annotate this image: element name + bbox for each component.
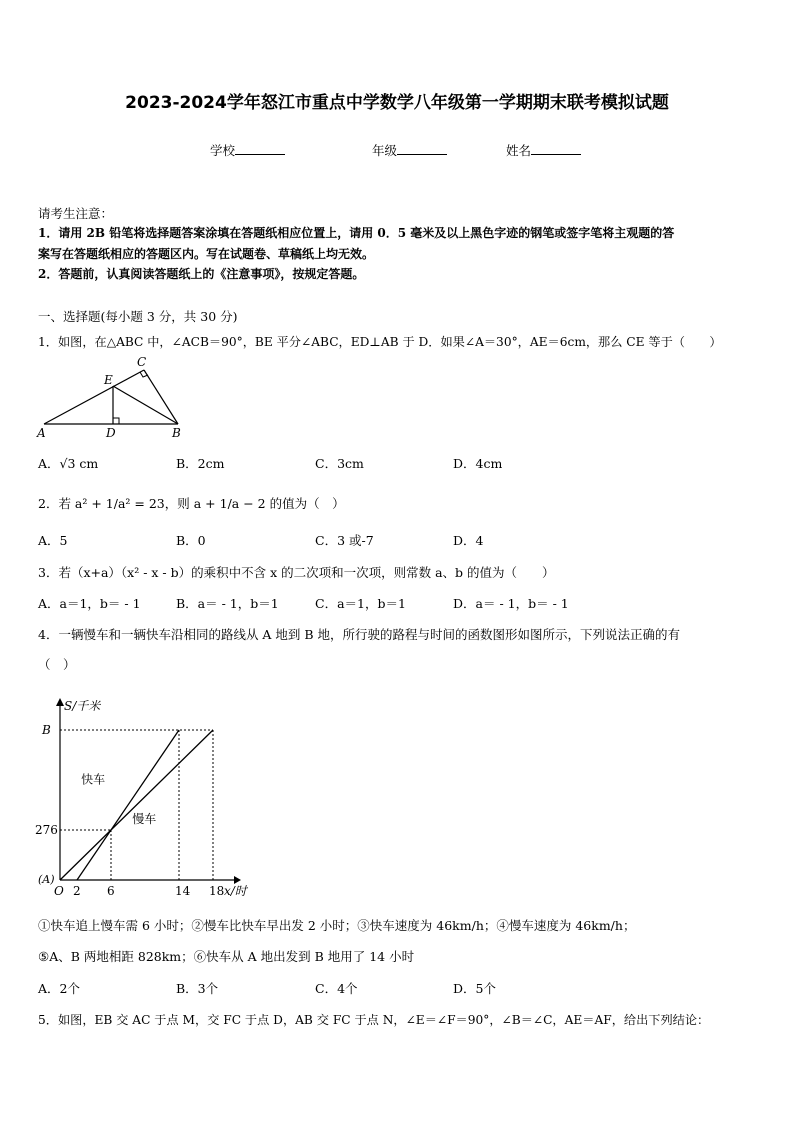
origin-label: O (54, 884, 64, 898)
y-tick-label-2: B (42, 723, 51, 737)
x-tick-label-2: 6 (107, 884, 115, 898)
section-heading: 一、选择题(每小题 3 分，共 30 分) (38, 309, 238, 324)
school-blank (235, 142, 285, 155)
grade-label: 年级 (372, 143, 398, 158)
name-field (506, 141, 581, 159)
name-label: 姓名 (506, 143, 532, 158)
q2-option-b[interactable]: B．0 (176, 533, 206, 548)
q1-option-c[interactable]: C．3cm (315, 456, 364, 471)
question-4-statements-1: ①快车追上慢车需 6 小时；②慢车比快车早出发 2 小时；③快车速度为 46km/h；④慢车速度为 46km/h； (38, 918, 636, 933)
q3-option-a[interactable]: A．a＝1，b＝ - 1 (38, 596, 141, 611)
x-axis-label: x/时 (224, 884, 247, 898)
y-axis-label: S/千米 (64, 699, 101, 713)
grade-blank (397, 142, 447, 155)
q1-option-a[interactable]: A．√3 cm (38, 456, 99, 471)
notice-line-1: 1．请用 2B 铅笔将选择题答案涂填在答题纸相应位置上，请用 0．5 毫米及以上黑色字迹的钢笔或签字笔将主观题的答 (38, 226, 675, 240)
series-label-2: 慢车 (132, 812, 157, 826)
x-tick-label-4: 18 (209, 884, 225, 898)
q3-option-c[interactable]: C．a＝1，b＝1 (315, 596, 406, 611)
question-4-stem: 4．一辆慢车和一辆快车沿相同的路线从 A 地到 B 地，所行驶的路程与时间的函数图形如图所示，下列说法正确的有 (38, 627, 681, 642)
fig-label-a: A (37, 426, 46, 440)
q1-option-b[interactable]: B．2cm (176, 456, 225, 471)
notice-line-3: 2．答题前，认真阅读答题纸上的《注意事项》，按规定答题。 (38, 267, 365, 281)
triangle-figure (34, 352, 194, 440)
q2-option-d[interactable]: D．4 (453, 533, 484, 548)
q3-option-b[interactable]: B．a＝ - 1，b＝1 (176, 596, 279, 611)
q4-option-a[interactable]: A．2个 (38, 981, 80, 996)
fig-label-c: C (137, 355, 147, 369)
question-5-stem: 5．如图，EB 交 AC 于点 M，交 FC 于点 D，AB 交 FC 于点 N，∠E＝∠F＝90°，∠B＝∠C，AE＝AF，给出下列结论： (38, 1013, 710, 1027)
q2-option-c[interactable]: C．3 或-7 (315, 533, 374, 548)
q4-option-b[interactable]: B．3个 (176, 981, 219, 996)
series-line-2 (60, 730, 213, 880)
y-axis-arrow (56, 698, 64, 706)
notice-line-2: 案写在答题纸相应的答题区内。写在试题卷、草稿纸上均无效。 (38, 247, 375, 261)
q1-option-d[interactable]: D．4cm (453, 456, 503, 471)
name-blank (531, 142, 581, 155)
question-4-stem-paren: （ ） (38, 657, 76, 672)
q4-option-c[interactable]: C．4个 (315, 981, 358, 996)
question-1-stem: 1．如图，在△ABC 中，∠ACB＝90°，BE 平分∠ABC，ED⊥AB 于 D．如果∠A＝30°，AE＝6cm，那么 CE 等于（ ） (38, 335, 722, 349)
q3-option-d[interactable]: D．a＝ - 1，b＝ - 1 (453, 596, 569, 611)
grade-field (372, 141, 447, 159)
fig-label-b: B (172, 426, 181, 440)
x-tick-label-1: 2 (73, 884, 81, 898)
x-tick-label-3: 14 (175, 884, 191, 898)
distance-time-chart (34, 694, 264, 904)
y-tick-label-1: 276 (35, 823, 58, 837)
page-title: 2023-2024学年怒江市重点中学数学八年级第一学期期末联考模拟试题 (125, 93, 669, 113)
question-2-stem: 2．若 a² + 1/a² = 23，则 a + 1/a − 2 的值为（ ） (38, 496, 345, 511)
q4-option-d[interactable]: D．5个 (453, 981, 496, 996)
question-3-stem: 3．若（x+a）（x² - x - b）的乘积中不含 x 的二次项和一次项，则常数 a、b 的值为（ ） (38, 565, 555, 580)
series-label-1: 快车 (81, 772, 106, 787)
q2-option-a[interactable]: A．5 (38, 533, 68, 548)
x-axis-arrow (234, 876, 241, 884)
student-info-row (210, 141, 285, 159)
notice-heading: 请考生注意： (38, 206, 114, 221)
series-line-1 (77, 730, 179, 880)
origin-a-label: (A) (38, 873, 55, 886)
school-label: 学校 (210, 143, 236, 158)
question-4-statements-2: ⑤A、B 两地相距 828km；⑥快车从 A 地出发到 B 地用了 14 小时 (38, 949, 415, 964)
fig-label-d: D (106, 426, 116, 440)
fig-label-e: E (104, 373, 113, 387)
